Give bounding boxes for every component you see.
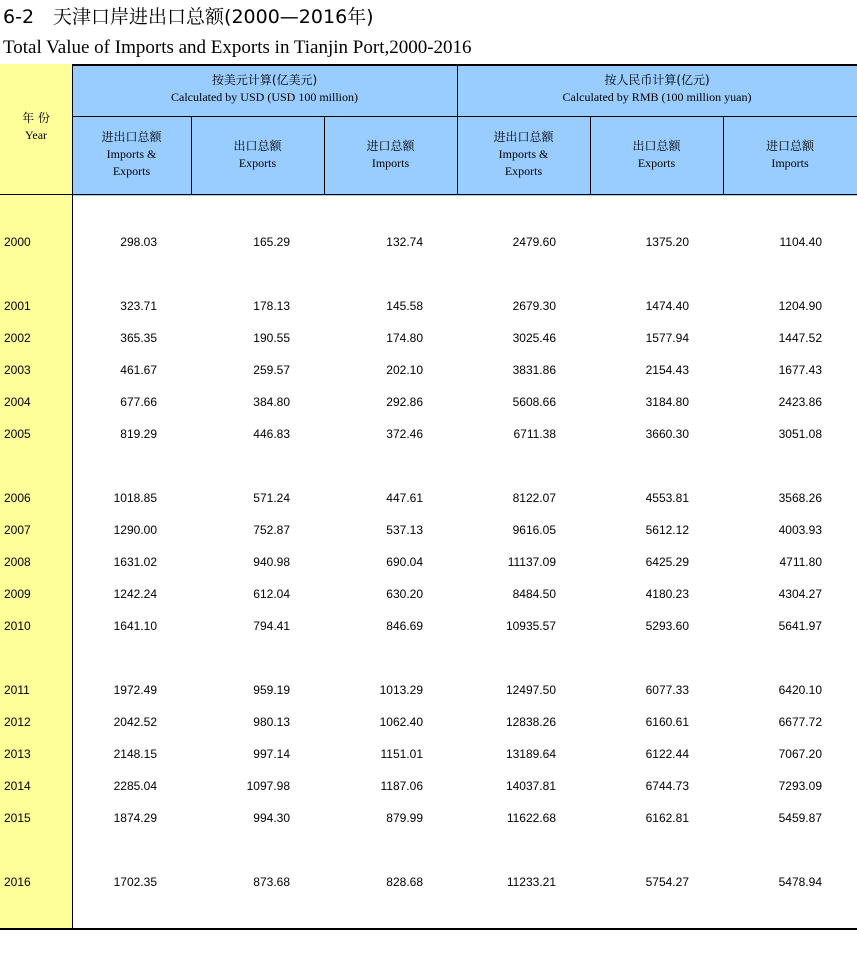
value-cell: 690.04 xyxy=(386,555,423,569)
value-cell: 6420.10 xyxy=(778,683,822,697)
value-cell: 3025.46 xyxy=(512,331,556,345)
value-cell: 11622.68 xyxy=(506,811,556,825)
value-cell: 873.68 xyxy=(253,875,290,889)
year-cell: 2009 xyxy=(4,587,31,601)
value-cell: 9616.05 xyxy=(512,523,556,537)
rmb-exports-header xyxy=(590,138,723,172)
value-cell: 2479.60 xyxy=(512,235,556,249)
value-cell: 2423.86 xyxy=(778,395,822,409)
value-cell: 1677.43 xyxy=(778,363,822,377)
usd-group-header xyxy=(72,72,457,106)
value-cell: 13189.64 xyxy=(505,747,556,761)
value-cell: 752.87 xyxy=(253,523,290,537)
value-cell: 10935.57 xyxy=(505,619,556,633)
usd-imports-header xyxy=(324,138,457,172)
value-cell: 959.19 xyxy=(253,683,290,697)
header-divider xyxy=(72,116,857,117)
value-cell: 630.20 xyxy=(386,587,423,601)
value-cell: 980.13 xyxy=(253,715,290,729)
usd-total-en-1: Imports & xyxy=(106,147,157,161)
year-header-cn: 年 份 xyxy=(22,111,50,125)
year-cell: 2012 xyxy=(4,715,31,729)
value-cell: 3660.30 xyxy=(645,427,689,441)
year-cell: 2000 xyxy=(4,235,31,249)
usd-exports-header xyxy=(191,138,324,172)
value-cell: 1702.35 xyxy=(113,875,157,889)
value-cell: 846.69 xyxy=(386,619,423,633)
year-cell: 2013 xyxy=(4,747,31,761)
value-cell: 1204.90 xyxy=(778,299,822,313)
value-cell: 132.74 xyxy=(386,235,423,249)
value-cell: 4553.81 xyxy=(645,491,689,505)
value-cell: 1375.20 xyxy=(645,235,689,249)
rmb-imports-en: Imports xyxy=(771,156,809,170)
value-cell: 3051.08 xyxy=(778,427,822,441)
value-cell: 1013.29 xyxy=(379,683,423,697)
value-cell: 292.86 xyxy=(386,395,423,409)
table-row xyxy=(0,744,857,764)
value-cell: 2154.43 xyxy=(645,363,689,377)
rmb-exports-cn: 出口总额 xyxy=(632,139,681,153)
usd-group-en: Calculated by USD (USD 100 million) xyxy=(171,90,358,104)
value-cell: 165.29 xyxy=(253,235,290,249)
value-cell: 4304.27 xyxy=(778,587,822,601)
table-row xyxy=(0,808,857,828)
value-cell: 6744.73 xyxy=(645,779,689,793)
value-cell: 1097.98 xyxy=(246,779,290,793)
value-cell: 11137.09 xyxy=(507,555,556,569)
value-cell: 259.57 xyxy=(253,363,290,377)
value-cell: 8122.07 xyxy=(512,491,556,505)
value-cell: 1062.40 xyxy=(379,715,423,729)
value-cell: 323.71 xyxy=(120,299,157,313)
year-cell: 2010 xyxy=(4,619,31,633)
year-cell: 2014 xyxy=(4,779,31,793)
table-row xyxy=(0,520,857,540)
rmb-exports-en: Exports xyxy=(637,156,676,170)
value-cell: 461.67 xyxy=(120,363,157,377)
value-cell: 3831.86 xyxy=(512,363,556,377)
value-cell: 372.46 xyxy=(386,427,423,441)
value-cell: 1577.94 xyxy=(645,331,689,345)
value-cell: 1187.06 xyxy=(380,779,423,793)
value-cell: 537.13 xyxy=(386,523,423,537)
value-cell: 447.61 xyxy=(386,491,423,505)
value-cell: 6677.72 xyxy=(778,715,822,729)
value-cell: 1242.24 xyxy=(113,587,157,601)
value-cell: 1641.10 xyxy=(113,619,157,633)
value-cell: 994.30 xyxy=(253,811,290,825)
table-row xyxy=(0,776,857,796)
value-cell: 5641.97 xyxy=(778,619,822,633)
value-cell: 6425.29 xyxy=(645,555,689,569)
value-cell: 5293.60 xyxy=(645,619,689,633)
value-cell: 6077.33 xyxy=(645,683,689,697)
table-row xyxy=(0,232,857,252)
value-cell: 202.10 xyxy=(386,363,423,377)
year-cell: 2003 xyxy=(4,363,31,377)
value-cell: 5478.94 xyxy=(778,875,822,889)
usd-total-cn: 进出口总额 xyxy=(101,130,162,144)
value-cell: 4711.80 xyxy=(779,555,822,569)
usd-exports-cn: 出口总额 xyxy=(233,139,282,153)
value-cell: 1474.40 xyxy=(645,299,689,313)
value-cell: 6162.81 xyxy=(645,811,689,825)
value-cell: 298.03 xyxy=(120,235,157,249)
value-cell: 5459.87 xyxy=(778,811,822,825)
table-row xyxy=(0,616,857,636)
value-cell: 6122.44 xyxy=(645,747,689,761)
value-cell: 571.24 xyxy=(253,491,290,505)
value-cell: 2042.52 xyxy=(113,715,157,729)
value-cell: 14037.81 xyxy=(505,779,556,793)
table-row xyxy=(0,328,857,348)
value-cell: 446.83 xyxy=(253,427,290,441)
value-cell: 7293.09 xyxy=(778,779,822,793)
value-cell: 997.14 xyxy=(253,747,290,761)
rmb-group-header xyxy=(457,72,857,106)
value-cell: 1151.01 xyxy=(380,747,423,761)
value-cell: 940.98 xyxy=(253,555,290,569)
usd-exports-en: Exports xyxy=(238,156,277,170)
value-cell: 612.04 xyxy=(253,587,290,601)
header-bottom-line xyxy=(0,194,857,195)
value-cell: 1972.49 xyxy=(113,683,157,697)
table-row xyxy=(0,360,857,380)
value-cell: 1104.40 xyxy=(779,235,822,249)
value-cell: 6160.61 xyxy=(645,715,689,729)
table-row xyxy=(0,712,857,732)
usd-imports-en: Imports xyxy=(371,156,410,170)
year-cell: 2006 xyxy=(4,491,31,505)
value-cell: 5754.27 xyxy=(645,875,689,889)
rmb-total-en-1: Imports & xyxy=(498,147,549,161)
value-cell: 819.29 xyxy=(120,427,157,441)
year-cell: 2007 xyxy=(4,523,31,537)
value-cell: 879.99 xyxy=(386,811,423,825)
year-cell: 2002 xyxy=(4,331,31,345)
table-row xyxy=(0,424,857,444)
rmb-group-en: Calculated by RMB (100 million yuan) xyxy=(562,90,752,104)
value-cell: 1874.29 xyxy=(113,811,157,825)
value-cell: 794.41 xyxy=(253,619,290,633)
value-cell: 11233.21 xyxy=(506,875,556,889)
year-header-en: Year xyxy=(24,128,48,142)
value-cell: 8484.50 xyxy=(512,587,556,601)
value-cell: 12497.50 xyxy=(505,683,556,697)
year-cell: 2016 xyxy=(4,875,31,889)
value-cell: 1447.52 xyxy=(778,331,822,345)
year-cell: 2004 xyxy=(4,395,31,409)
value-cell: 1018.85 xyxy=(113,491,157,505)
value-cell: 5608.66 xyxy=(512,395,556,409)
value-cell: 7067.20 xyxy=(778,747,822,761)
table-row xyxy=(0,872,857,892)
value-cell: 365.35 xyxy=(120,331,157,345)
year-cell: 2015 xyxy=(4,811,31,825)
usd-imports-cn: 进口总额 xyxy=(366,139,415,153)
value-cell: 178.13 xyxy=(253,299,290,313)
value-cell: 677.66 xyxy=(120,395,157,409)
table-bottom-line xyxy=(0,928,857,930)
value-cell: 5612.12 xyxy=(645,523,689,537)
value-cell: 12838.26 xyxy=(505,715,556,729)
usd-total-en-2: Exports xyxy=(112,164,151,178)
rmb-imports-cn: 进口总额 xyxy=(765,139,814,153)
value-cell: 828.68 xyxy=(386,875,423,889)
value-cell: 4003.93 xyxy=(778,523,822,537)
rmb-total-cn: 进出口总额 xyxy=(493,130,554,144)
table-row xyxy=(0,296,857,316)
usd-group-cn: 按美元计算(亿美元) xyxy=(211,73,318,87)
year-cell: 2008 xyxy=(4,555,31,569)
usd-total-header xyxy=(72,129,191,180)
year-cell: 2005 xyxy=(4,427,31,441)
value-cell: 1290.00 xyxy=(113,523,157,537)
year-header xyxy=(0,110,72,144)
year-cell: 2001 xyxy=(4,299,31,313)
rmb-imports-header xyxy=(723,138,857,172)
value-cell: 2285.04 xyxy=(113,779,157,793)
rmb-total-header xyxy=(457,129,590,180)
value-cell: 3184.80 xyxy=(645,395,689,409)
table-row xyxy=(0,392,857,412)
page-title-chinese: 6-2 天津口岸进出口总额(2000—2016年) xyxy=(3,6,374,28)
value-cell: 2679.30 xyxy=(512,299,556,313)
value-cell: 174.80 xyxy=(386,331,423,345)
value-cell: 6711.38 xyxy=(513,427,556,441)
table-row xyxy=(0,552,857,572)
value-cell: 1631.02 xyxy=(113,555,157,569)
table-row xyxy=(0,680,857,700)
page-title-english: Total Value of Imports and Exports in Tianjin Port,2000-2016 xyxy=(3,37,472,58)
table-row xyxy=(0,488,857,508)
rmb-total-en-2: Exports xyxy=(504,164,543,178)
value-cell: 384.80 xyxy=(253,395,290,409)
value-cell: 190.55 xyxy=(253,331,290,345)
value-cell: 3568.26 xyxy=(778,491,822,505)
table-row xyxy=(0,584,857,604)
year-cell: 2011 xyxy=(4,683,30,697)
rmb-group-cn: 按人民币计算(亿元) xyxy=(604,73,710,87)
value-cell: 2148.15 xyxy=(113,747,157,761)
value-cell: 4180.23 xyxy=(645,587,689,601)
value-cell: 145.58 xyxy=(386,299,423,313)
